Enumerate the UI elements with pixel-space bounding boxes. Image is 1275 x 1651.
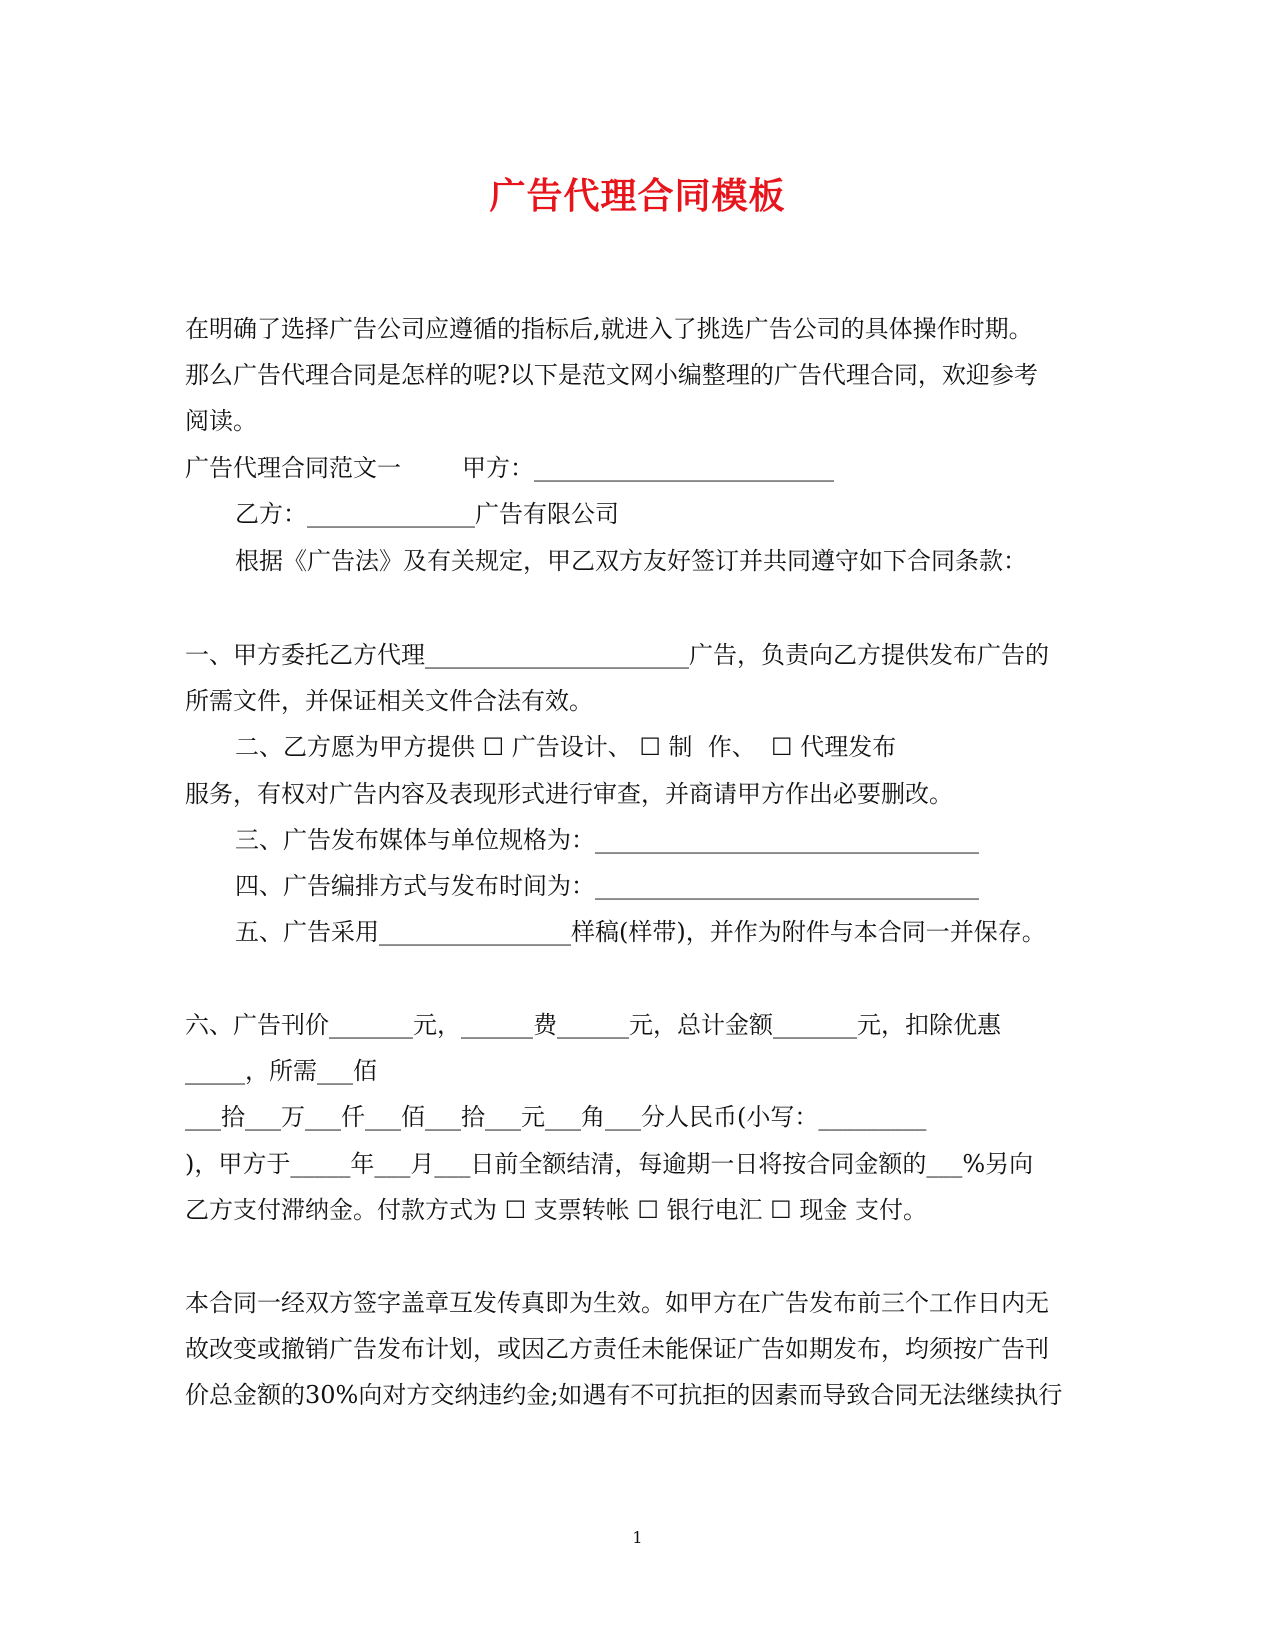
clause-line: 三、广告发布媒体与单位规格为：________________________________ bbox=[235, 826, 979, 854]
body-line: 根据《广告法》及有关规定，甲乙双方友好签订并共同遵守如下合同条款： bbox=[235, 547, 1027, 575]
body-line: 乙方：______________广告有限公司 bbox=[235, 500, 619, 528]
document-title: 广告代理合同模板 bbox=[489, 175, 786, 217]
body-line: 阅读。 bbox=[185, 407, 257, 435]
clause-line: _____，所需___佰 bbox=[185, 1057, 377, 1085]
page-number: 1 bbox=[632, 1528, 643, 1547]
body-line: 价总金额的30%向对方交纳违约金;如遇有不可抗拒的因素而导致合同无法继续执行 bbox=[185, 1381, 1063, 1409]
body-line: 在明确了选择广告公司应遵循的指标后,就进入了挑选广告公司的具体操作时期。 bbox=[185, 315, 1033, 343]
clause-line: 五、广告采用________________样稿(样带)，并作为附件与本合同一并保存。 bbox=[235, 918, 1046, 946]
clause-line: 一、甲方委托乙方代理______________________广告，负责向乙方提供发布广告的 bbox=[185, 641, 1049, 669]
body-line: 故改变或撤销广告发布计划，或因乙方责任未能保证广告如期发布，均须按广告刊 bbox=[185, 1335, 1049, 1363]
clause-line: 二、乙方愿为甲方提供 ☐ 广告设计、 ☐ 制 作、 ☐ 代理发布 bbox=[235, 733, 897, 761]
clause-line: 四、广告编排方式与发布时间为：________________________________ bbox=[235, 872, 979, 900]
body-line: 广告代理合同范文一 甲方：_________________________ bbox=[185, 454, 835, 482]
clause-line: 所需文件，并保证相关文件合法有效。 bbox=[185, 687, 593, 715]
clause-line: 六、广告刊价_______元，______费______元，总计金额_______元，扣除优惠 bbox=[185, 1011, 1001, 1039]
body-line: 本合同一经双方签字盖章互发传真即为生效。如甲方在广告发布前三个工作日内无 bbox=[185, 1289, 1049, 1317]
clause-line: ___拾___万___仟___佰___拾___元___角___分人民币(小写：_________ bbox=[185, 1103, 927, 1131]
clause-line: 服务，有权对广告内容及表现形式进行审查，并商请甲方作出必要删改。 bbox=[185, 780, 953, 808]
body-line: 那么广告代理合同是怎样的呢?以下是范文网小编整理的广告代理合同，欢迎参考 bbox=[185, 361, 1038, 389]
clause-line: )，甲方于_____年___月___日前全额结清，每逾期一日将按合同金额的___%另向 bbox=[185, 1150, 1034, 1178]
clause-line: 乙方支付滞纳金。付款方式为 ☐ 支票转帐 ☐ 银行电汇 ☐ 现金 支付。 bbox=[185, 1196, 927, 1224]
